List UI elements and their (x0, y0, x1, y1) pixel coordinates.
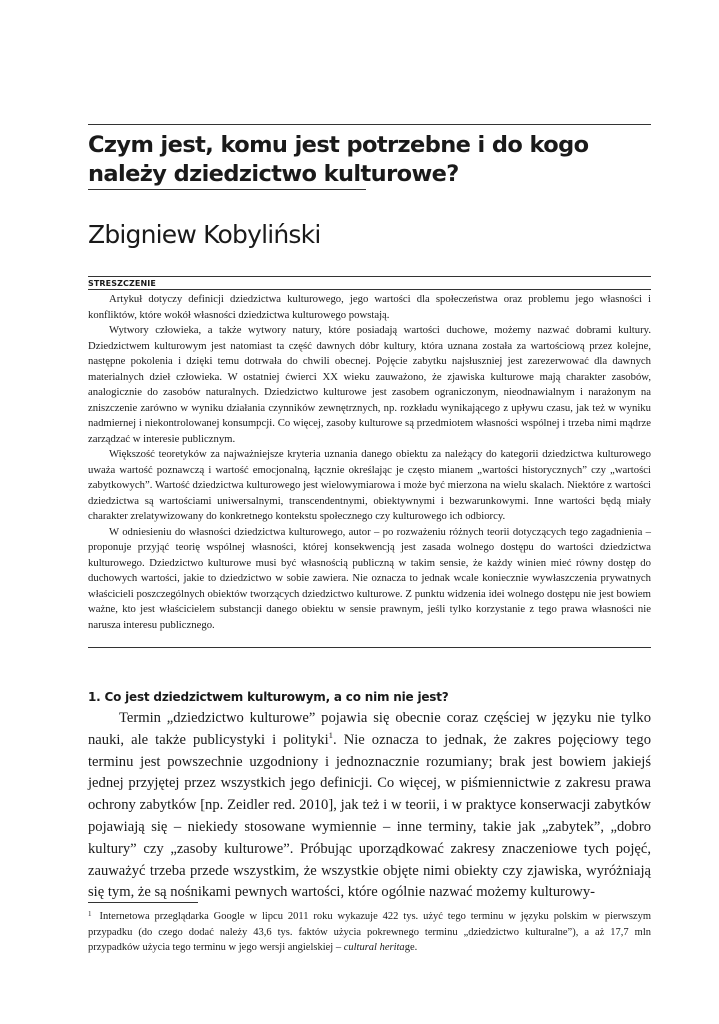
body-paragraph (88, 708, 651, 904)
abstract-top-rule (88, 276, 651, 277)
title-underline (88, 189, 366, 190)
top-rule (88, 124, 651, 125)
abstract-body (88, 292, 651, 633)
abstract-heading: STRESZCZENIE (88, 279, 156, 288)
footnote (88, 907, 651, 956)
body-text-part: Termin „dziedzictwo kulturowe” pojawia się obecnie coraz częściej w języku nie tylko nauki, ale także publicystyki i polityki (88, 710, 651, 748)
article-author: Zbigniew Kobyliński (88, 220, 321, 249)
abstract-paragraph: Artykuł dotyczy definicji dziedzictwa kulturowego, jego wartości dla społeczeństwa oraz problemu jego własności i konfliktów, które wokół własności dziedzictwa kulturowego powstają. (88, 293, 651, 321)
footnote-text: Internetowa przeglądarka Google w lipcu 2011 roku wykazuje 422 tys. użyć tego terminu w języku polskim w pierwszym przypadku (do czego dodać należy 43,6 tys. faktów użycia pokrewnego terminu „dziedzictwo kulturalne”), a aż 17,7 mln przypadków użycia tego terminu w jego wersji angielskiej – (88, 911, 651, 953)
abstract-paragraph: Większość teoretyków za najważniejsze kryteria uznania danego obiektu za należący do kategorii dziedzictwa kulturowego uważa wartość poznawczą i wartość emocjonalną, łącznie określając je często mianem „wartości historycznych” czy „wartości zabytkowych”. Wartość dziedzictwa kulturowego jest wielowymiarowa i może być mierzona na wielu skalach. Niektóre z wartości dziedzictwa są wartościami uniwersalnymi, transcendentnymi, obiektywnymi i bezwarunkowymi. Inne wartości będą miały charakter zrelatywizowany do konkretnego kontekstu społecznego czy kulturowego ich odbiorcy. (88, 448, 651, 522)
footnote-tail: ge. (404, 942, 418, 953)
abstract-paragraph: Wytwory człowieka, a także wytwory natury, które posiadają wartości duchowe, możemy nazwać dobrami kultury. Dziedzictwem kulturowym jest natomiast ta część dawnych dóbr kultury, która uznana została za wartościową przez kolejne, następne pokolenia i dzięki temu dotrwała do chwili obecnej. Pojęcie zabytku najsłuszniej jest zarezerwować dla dawnych materialnych dzieł człowieka. W ostatniej ćwierci XX wieku zauważono, że zjawiska kulturowe mają charakter zasobów, analogicznie do zasobów naturalnych. Dziedzictwo kulturowe jest zasobem ograniczonym, nieodnawialnym i narażonym na zniszczenie zarówno w wyniku działania czynników zewnętrznych, np. rozkładu wynikającego z upływu czasu, jak też w wyniku nadmiernej i niekontrolowanej konsumpcji. Co więcej, zasoby kulturowe są przedmiotem własności wspólnej i trzeba nimi mądrze zarządzać w interesie publicznym. (88, 324, 651, 445)
section-body (88, 708, 651, 904)
footnote-mark: 1 (88, 910, 92, 918)
section-heading: 1. Co jest dziedzictwem kulturowym, a co nim nie jest? (88, 690, 449, 704)
footnote-paragraph (88, 907, 651, 956)
footnote-italic-term: cultural herita (343, 942, 405, 953)
footnote-reference[interactable]: 1 (328, 729, 334, 740)
article-title: Czym jest, komu jest potrzebne i do kogo należy dziedzictwo kulturowe? (88, 132, 589, 187)
abstract-bottom-rule (88, 647, 651, 648)
abstract-heading-rule (88, 289, 651, 290)
abstract-paragraph: W odniesieniu do własności dziedzictwa kulturowego, autor – po rozważeniu różnych teorii dotyczących tego zagadnienia – proponuje przyjąć teorię wspólnej własności, której konsekwencją jest zasada wolnego dostępu do wartości dziedzictwa kulturowego. Dziedzictwo kulturowe musi być własnością publiczną w takim sensie, że każdy winien mieć równy dostęp do duchowych wartości, jakie to dziedzictwo w sobie zawiera. Nie oznacza to jednak wcale koniecznie wywłaszczenia prywatnych właścicieli poszczególnych obiektów tworzących dziedzictwo kulturowe. Z punktu widzenia idei wolnego dostępu nie jest bowiem ważne, kto jest właścicielem substancji danego obiektu w sensie prawnym, jeśli tylko korzystanie z tego prawa własności nie narusza interesu publicznego. (88, 525, 651, 631)
body-text-part: . Nie oznacza to jednak, że zakres pojęciowy tego terminu jest powszechnie uzgodniony i jednoznacznie rozumiany; brak jest bowiem jakiejś jednej przyjętej przez wszystkich jego definicji. Co więcej, w piśmiennictwie z zakresu prawa ochrony zabytków [np. Zeidler red. 2010], jak też i w teorii, i w praktyce konserwacji zabytków pojawiają się – niekiedy stosowane wymiennie – inne terminy, takie jak „zabytek”, „dobro kultury” czy „zasoby kulturowe”. Próbując uporządkować zakresy znaczeniowe tych pojęć, zauważyć trzeba przede wszystkim, że wszystkie objęte nimi obiekty czy zjawiska, wyróżniają się tym, że są nośnikami pewnych wartości, które ogólnie nazwać możemy kulturowy- (88, 731, 651, 901)
footnote-rule (88, 902, 198, 903)
